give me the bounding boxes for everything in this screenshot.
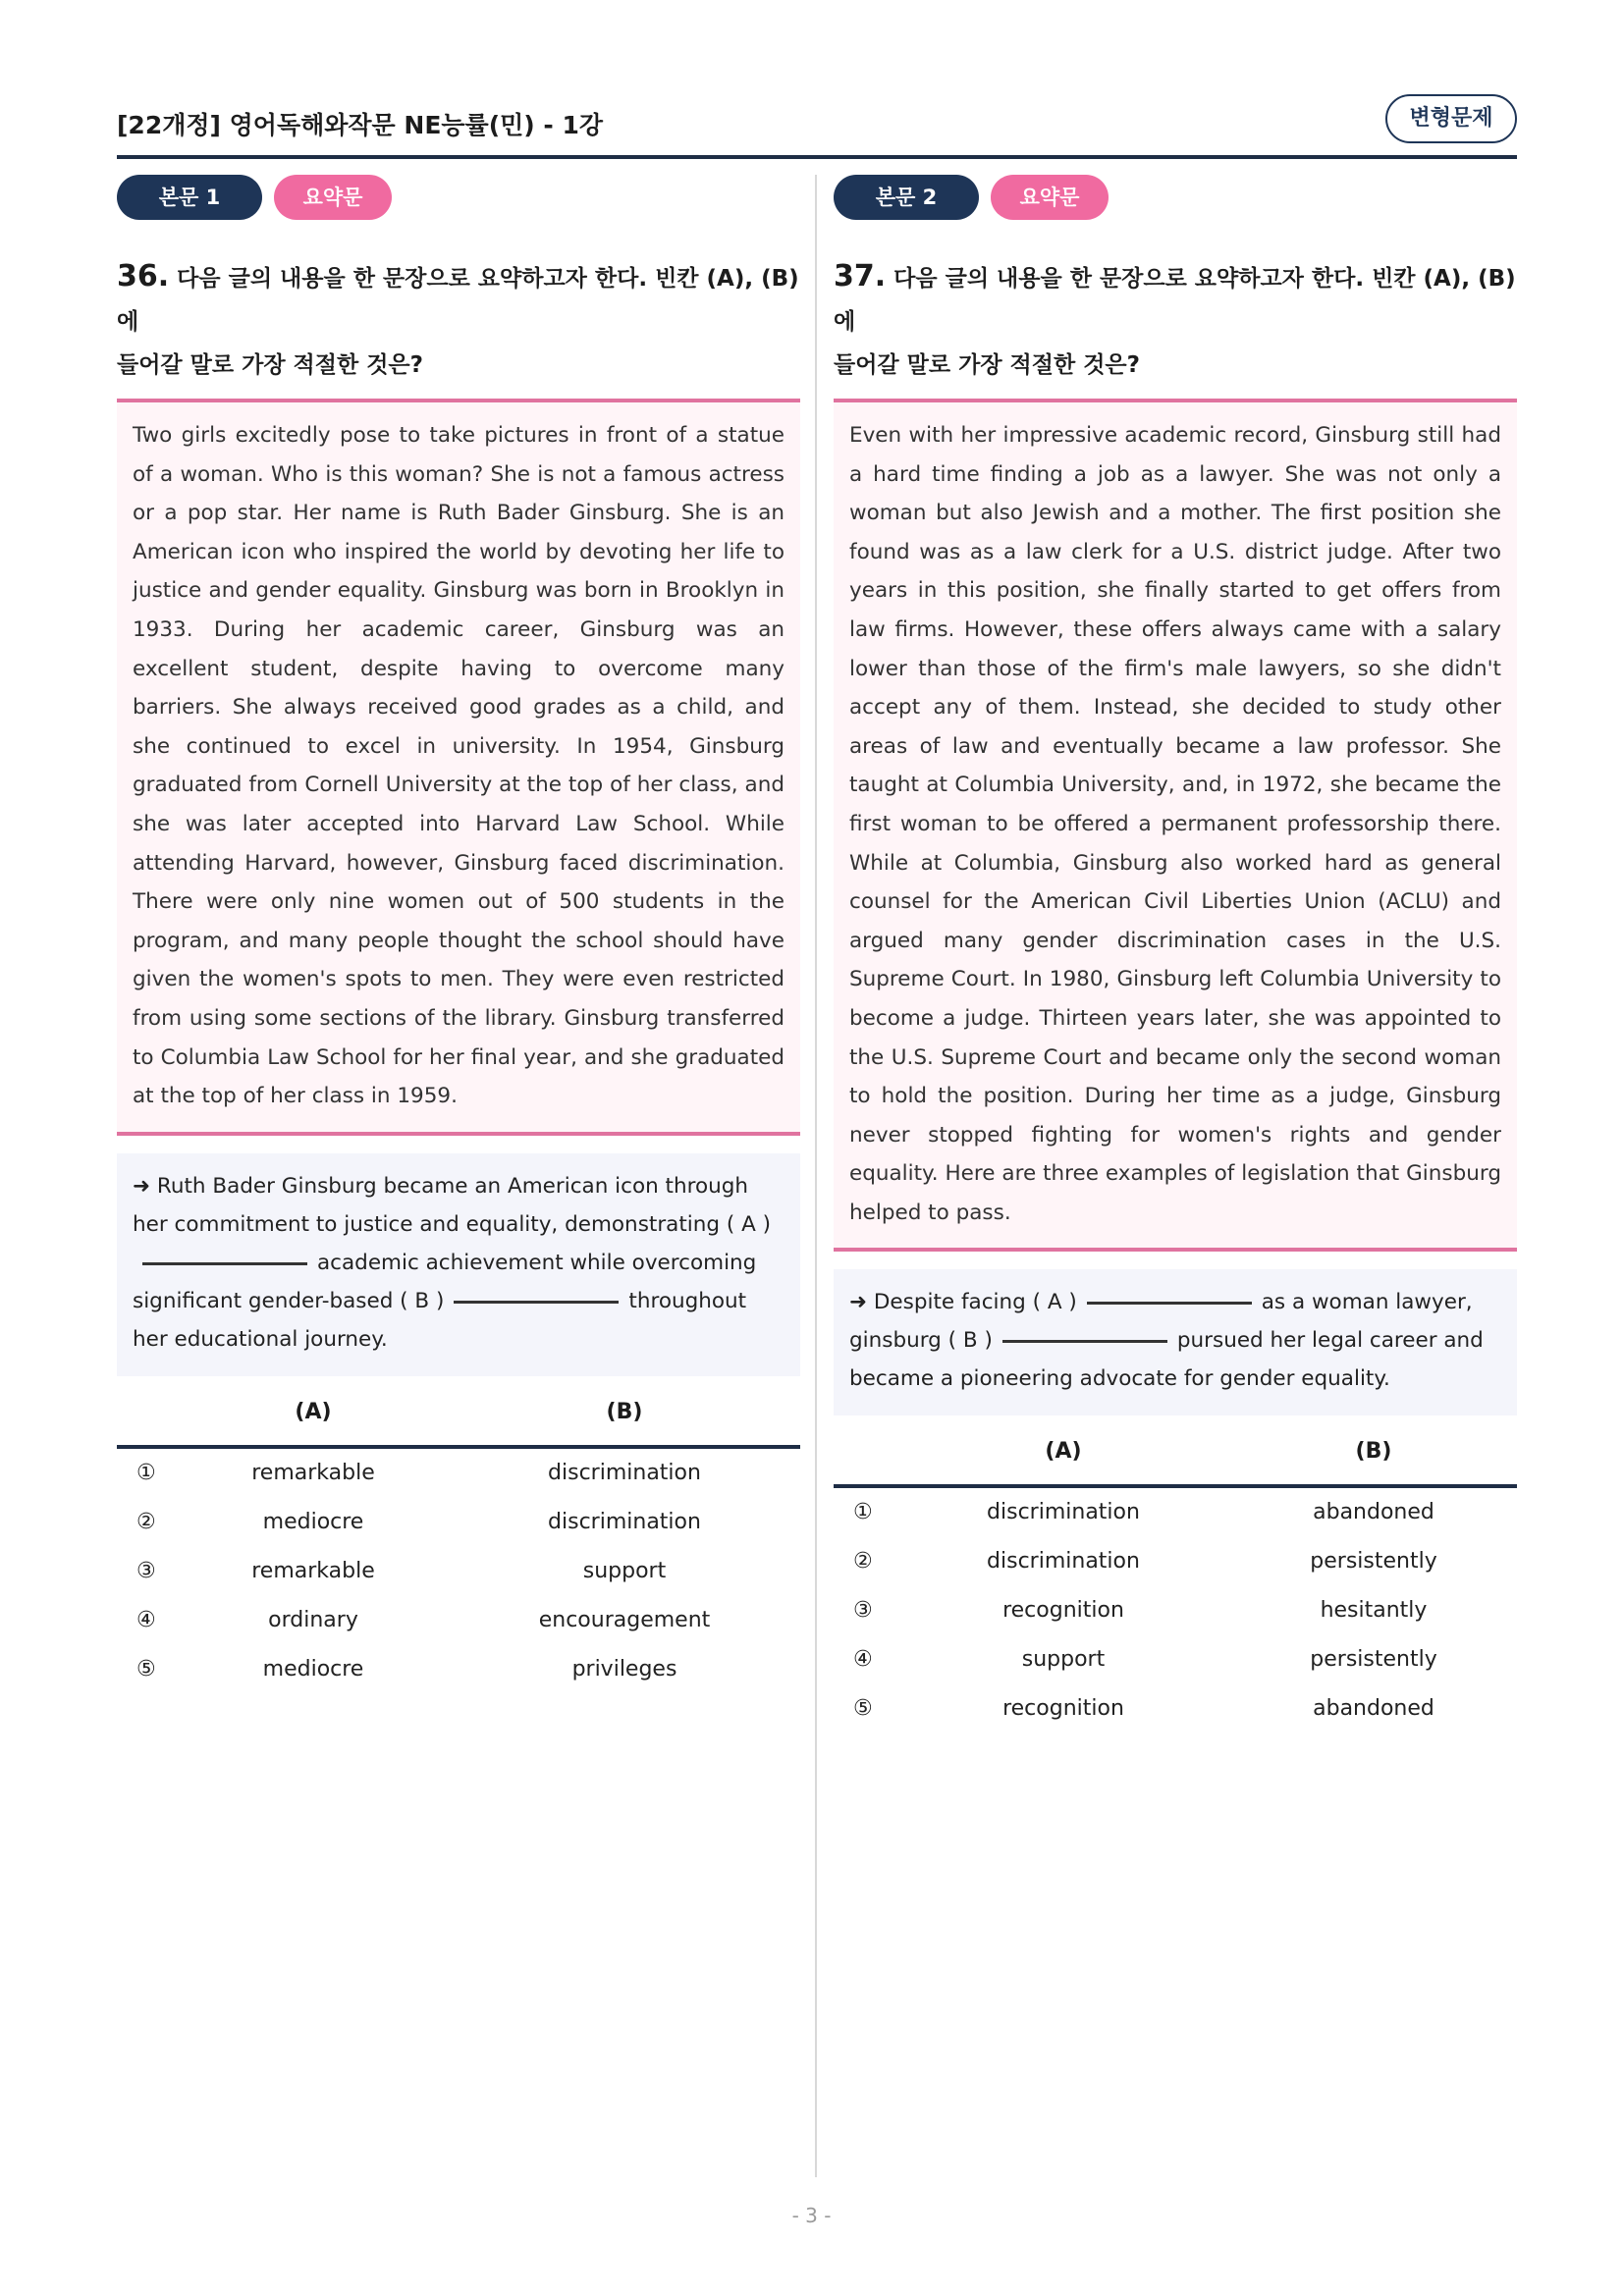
option-number: ④ — [136, 1607, 156, 1632]
option-b: discrimination — [548, 1460, 701, 1485]
option-b: privileges — [571, 1656, 677, 1682]
column-divider — [815, 175, 817, 2177]
answer-header-a: (A) — [295, 1399, 332, 1424]
option-number: ① — [136, 1460, 156, 1485]
option-a: discrimination — [987, 1549, 1140, 1575]
option-a: remarkable — [251, 1558, 375, 1583]
option-number: ② — [136, 1509, 156, 1534]
option-a: mediocre — [262, 1509, 364, 1534]
option-a: ordinary — [268, 1607, 358, 1632]
option-number: ⑤ — [853, 1696, 873, 1722]
summary-part-2: as a woman lawyer, ginsburg ( B ) — [849, 1290, 1473, 1354]
option-number: ④ — [853, 1647, 873, 1673]
summary-tag: 요약문 — [991, 175, 1109, 220]
answer-header — [834, 1439, 1517, 1480]
option-b: hesitantly — [1320, 1598, 1428, 1624]
answer-rule — [117, 1445, 800, 1449]
question-line-2: 들어갈 말로 가장 적절한 것은? — [117, 352, 423, 378]
summary-sentence — [834, 1269, 1517, 1415]
question-prompt — [117, 255, 800, 387]
reading-passage: Two girls excitedly pose to take pictures in front of a statue of a woman. Who is this woman? She is not a famous actress or a pop star. Her name is Ruth Bader Ginsburg. She is an American icon who inspired the world by devoting her life to justice and gender equality. Ginsburg was born in Brooklyn in 1933. During her academic career, Ginsburg was an excellent student, despite having to overcome many barriers. She always received good grades as a child, and she continued to excel in university. In 1954, Ginsburg graduated from Cornell University at the top of her class, and she was later accepted into Harvard Law School. While attending Harvard, however, Ginsburg faced discrimination. There were only nine women out of 500 students in the program, and many people thought the school should have given the women's spots to men. They were even restricted from using some sections of the library. Ginsburg transferred to Columbia Law School for her final year, and she graduated at the top of her class in 1959. — [117, 399, 800, 1136]
question-column-2 — [834, 175, 1517, 1735]
blank-b — [454, 1301, 619, 1304]
option-b: discrimination — [548, 1509, 701, 1534]
reading-passage: Even with her impressive academic record, Ginsburg still had a hard time finding a job as a lawyer. She was not only a woman but also Jewish and a mother. The first position she found was as a law clerk for a U.S. district judge. After two years in this position, she finally started to get offers from law firms. However, these offers always came with a salary lower than those of the firm's male lawyers, so she didn't accept any of them. Instead, she decided to study other areas of law and eventually became a law professor. She taught at Columbia University, and, in 1972, she became the first woman to be offered a permanent professorship there. While at Columbia, Ginsburg also worked hard as general counsel for the American Civil Liberties Union (ACLU) and argued many gender discrimination cases in the U.S. Supreme Court. In 1980, Ginsburg left Columbia University to become a judge. Thirteen years later, she was appointed to the U.S. Supreme Court and became only the second woman to hold the position. During her time as a judge, Ginsburg never stopped fighting for women's rights and gender equality. Here are three examples of legislation that Ginsburg helped to pass. — [834, 399, 1517, 1252]
question-number: 37. — [834, 259, 887, 294]
blank-b — [1002, 1340, 1167, 1343]
answer-option[interactable] — [117, 1549, 800, 1598]
option-b: abandoned — [1313, 1696, 1434, 1722]
summary-part-3: pursued her legal career and became a pioneering advocate for gender equality. — [849, 1328, 1484, 1392]
option-a: support — [1021, 1647, 1106, 1673]
answer-option[interactable] — [117, 1451, 800, 1500]
question-line-2: 들어갈 말로 가장 적절한 것은? — [834, 352, 1140, 378]
page-number: - 3 - — [791, 2204, 832, 2227]
option-number: ② — [853, 1549, 873, 1575]
question-line-1: 다음 글의 내용을 한 문장으로 요약하고자 한다. 빈칸 (A), (B)에 — [834, 266, 1516, 335]
answer-option[interactable] — [117, 1647, 800, 1696]
blank-a — [142, 1262, 307, 1265]
answer-option[interactable] — [117, 1598, 800, 1647]
page-header — [117, 94, 1517, 157]
answer-option[interactable] — [834, 1686, 1517, 1735]
answer-rule — [834, 1484, 1517, 1488]
answer-header-a: (A) — [1045, 1439, 1082, 1465]
option-number: ③ — [136, 1558, 156, 1583]
summary-part-1: ➜ Ruth Bader Ginsburg became an American icon through her commitment to justice and equality, demonstrating ( A ) — [133, 1173, 771, 1237]
question-column-1 — [117, 175, 800, 1696]
question-number: 36. — [117, 259, 170, 294]
option-b: encouragement — [538, 1607, 711, 1632]
passage-tag: 본문 1 — [117, 175, 262, 220]
option-b: persistently — [1310, 1647, 1437, 1673]
summary-part-3: throughout her educational journey. — [133, 1288, 747, 1352]
blank-a — [1087, 1302, 1252, 1305]
option-number: ⑤ — [136, 1656, 156, 1682]
option-a: recognition — [1002, 1598, 1124, 1624]
answer-option[interactable] — [834, 1539, 1517, 1588]
passage-tag: 본문 2 — [834, 175, 979, 220]
answer-choices — [834, 1439, 1517, 1735]
option-a: remarkable — [251, 1460, 375, 1485]
answer-option[interactable] — [834, 1490, 1517, 1539]
question-line-1: 다음 글의 내용을 한 문장으로 요약하고자 한다. 빈칸 (A), (B)에 — [117, 266, 799, 335]
answer-header-b: (B) — [1355, 1439, 1392, 1465]
section-tags — [117, 175, 800, 222]
option-b: abandoned — [1313, 1500, 1434, 1525]
header-rule — [117, 155, 1517, 159]
option-number: ③ — [853, 1598, 873, 1624]
option-b: support — [582, 1558, 667, 1583]
option-a: mediocre — [262, 1656, 364, 1682]
option-b: persistently — [1310, 1549, 1437, 1575]
summary-part-1: ➜ Despite facing ( A ) — [849, 1290, 1077, 1315]
answer-option[interactable] — [834, 1588, 1517, 1637]
answer-option[interactable] — [834, 1637, 1517, 1686]
section-tags — [834, 175, 1517, 222]
answer-header-b: (B) — [606, 1399, 643, 1424]
page-title: [22개정] 영어독해와작문 NE능률(민) - 1강 — [117, 111, 604, 139]
option-a: recognition — [1002, 1696, 1124, 1722]
question-prompt — [834, 255, 1517, 387]
answer-choices — [117, 1400, 800, 1696]
option-a: discrimination — [987, 1500, 1140, 1525]
summary-part-2: academic achievement while overcoming significant gender-based ( B ) — [133, 1250, 757, 1313]
summary-sentence — [117, 1153, 800, 1376]
summary-tag: 요약문 — [274, 175, 392, 220]
option-number: ① — [853, 1500, 873, 1525]
answer-header — [117, 1400, 800, 1441]
variant-badge: 변형문제 — [1385, 94, 1517, 143]
answer-option[interactable] — [117, 1500, 800, 1549]
